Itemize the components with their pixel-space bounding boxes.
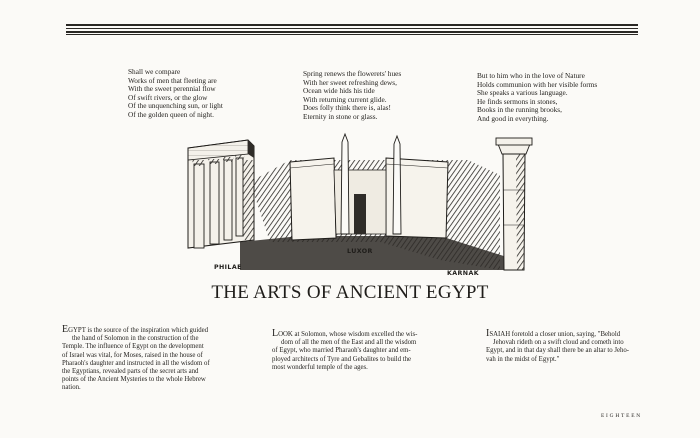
obelisk-right — [393, 136, 401, 234]
header-rule — [66, 24, 638, 36]
poem-line: Spring renews the flowerets' hues — [303, 69, 402, 78]
poem-line: Does folly think there is, alas! — [303, 103, 391, 113]
paragraph-line: most wonderful temple of the ages. — [272, 363, 368, 371]
egyptian-temples-illustration — [180, 130, 545, 278]
poem-line: Eternity in stone or glass. — [303, 111, 378, 121]
poem-line: Shall we compare — [128, 67, 181, 76]
paragraph-line: Jehovah rideth on a swift cloud and cometh into — [493, 339, 624, 347]
paragraph-line: Temple. The influence of Egypt on the development — [62, 343, 204, 351]
poem-line: With the sweet perennial flow — [128, 84, 216, 94]
body-paragraph-egypt — [62, 326, 210, 393]
poem-line: And good in everything. — [477, 113, 549, 123]
body-paragraph-solomon — [272, 330, 417, 372]
poem-line: Of swift rivers, or the glow — [128, 92, 208, 102]
drop-cap: E — [62, 324, 69, 335]
paragraph-line: points of the Ancient Mysteries to the whole Hebrew — [62, 376, 206, 384]
drop-cap: L — [272, 328, 279, 339]
page-number: EIGHTEEN — [600, 413, 642, 419]
paragraph-line: of Israel was vital, for Moses, raised in the house of — [62, 351, 203, 359]
poem-line: Holds communion with her visible forms — [477, 79, 598, 89]
page-title: THE ARTS OF ANCIENT EGYPT — [211, 282, 489, 303]
paragraph-line: Pharaoh's daughter and instructed in all the wisdom of — [62, 359, 210, 367]
caption-karnak: KARNAK — [447, 270, 480, 277]
poem-line: Of the unquenching sun, or light — [128, 101, 223, 111]
paragraph-line: ployed architects of Tyre and Gebalites to build the — [272, 355, 412, 363]
poem-line: With her sweet refreshing dews, — [303, 77, 397, 87]
drop-cap: I — [486, 328, 490, 339]
philae-colonnade — [188, 140, 254, 248]
poem-line: She speaks a various language. — [477, 88, 568, 98]
luxor-temple — [290, 134, 448, 240]
poem-stanza-1 — [128, 68, 223, 120]
caption-luxor: LUXOR — [347, 248, 373, 255]
poem-stanza-2 — [303, 70, 401, 122]
obelisk-left — [341, 134, 349, 234]
paragraph-line: nation. — [62, 384, 81, 392]
paragraph-line: the Egyptians, revealed parts of the secret arts and — [62, 368, 199, 376]
poem-line: Ocean wide hids his tide — [303, 86, 375, 96]
poem-line: Works of men that fleeting are — [128, 75, 217, 85]
body-paragraph-isaiah — [486, 330, 629, 364]
poem-line: But to him who in the love of Nature — [477, 71, 585, 80]
paragraph-line: vah in the midst of Egypt." — [486, 355, 560, 363]
paragraph-line: GYPT is the source of the inspiration which guided — [68, 327, 209, 334]
karnak-column — [496, 138, 532, 270]
poem-line: Of the golden queen of night. — [128, 109, 214, 119]
poem-line: Books in the running brooks, — [477, 105, 562, 115]
poem-stanza-3 — [477, 72, 597, 124]
paragraph-line: Egypt, and in that day shall there be an altar to Jeho- — [486, 347, 630, 355]
paragraph-line: OOK at Solomon, whose wisdom excelled the wis- — [278, 331, 418, 338]
poem-line: He finds sermons in stones, — [477, 96, 558, 106]
paragraph-line: dom of all the men of the East and all the wisdom — [281, 339, 417, 347]
paragraph-line: the hand of Solomon in the construction of the — [72, 335, 199, 343]
caption-philae: PHILAE — [214, 264, 242, 271]
poem-line: With returning current glide. — [303, 94, 387, 104]
paragraph-line: of Egypt, who married Pharaoh's daughter and em- — [272, 347, 411, 355]
paragraph-line: SAIAH foretold a closer union, saying, "Behold — [489, 331, 621, 338]
